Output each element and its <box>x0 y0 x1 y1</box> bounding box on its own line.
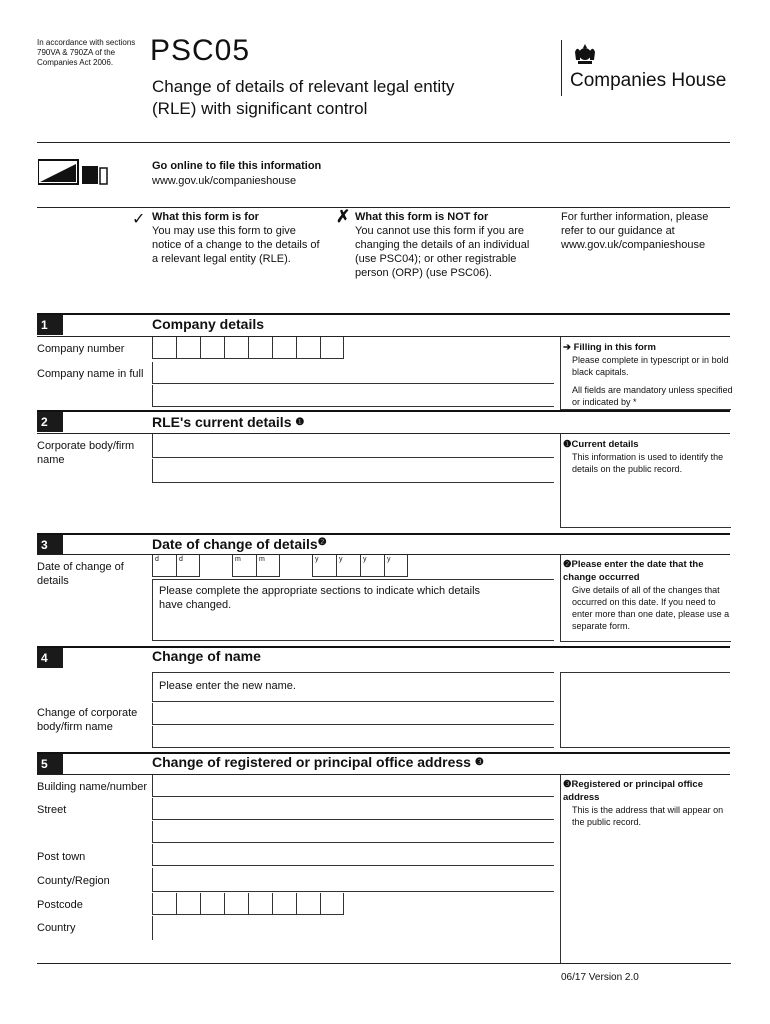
form-title-2: (RLE) with significant control <box>152 99 368 118</box>
country-label: Country <box>37 922 76 934</box>
check-icon: ✓ <box>132 211 146 228</box>
note-marker-2: ❷ <box>317 537 327 548</box>
company-number-label: Company number <box>37 343 125 355</box>
section-number-5: 5 <box>37 754 63 774</box>
date-note-text: Give details of all of the changes that occurred on this date. If you need to enter more than one date, please use a separate form. <box>572 585 730 631</box>
section-number-1: 1 <box>37 315 63 335</box>
section-number-4: 4 <box>37 648 63 668</box>
corporate-name-input-2[interactable] <box>152 459 554 483</box>
new-name-input-1[interactable] <box>152 703 554 725</box>
address-note-heading: Registered or principal office address <box>563 779 703 803</box>
for-text: You may use this form to give notice of a change to the details of a relevant legal entity (RLE). <box>152 225 320 265</box>
for-heading: What this form is for <box>152 211 259 223</box>
post-town-input[interactable] <box>152 844 554 866</box>
section-title-2: RLE's current details ❶ <box>152 414 305 430</box>
street-label: Street <box>37 804 67 816</box>
new-name-input-2[interactable] <box>152 726 554 748</box>
date-y4[interactable]: y <box>384 555 408 577</box>
postcode-label: Postcode <box>37 899 83 911</box>
building-label: Building name/number <box>37 781 148 793</box>
section-number-2: 2 <box>37 412 63 432</box>
change-note-box <box>152 579 554 641</box>
date-y2[interactable]: y <box>336 555 360 577</box>
section-title-3: Date of change of details$^❷$ <box>152 536 327 552</box>
online-heading: Go online to file this information <box>152 160 322 172</box>
filling-heading: Filling in this form <box>573 342 656 353</box>
new-name-note-box <box>152 672 554 702</box>
legal-note: In accordance with sections 790VA & 790ZA of the Companies Act 2006. <box>37 38 136 67</box>
crest-icon <box>572 42 598 71</box>
note-marker-3: ❸ <box>474 757 484 768</box>
postcode-input[interactable] <box>152 893 344 915</box>
company-name-input-1[interactable] <box>152 362 554 384</box>
street-input-2[interactable] <box>152 821 554 843</box>
company-number-input[interactable] <box>152 337 344 359</box>
date-input[interactable] <box>152 555 408 577</box>
address-note-text: This is the address that will appear on the public record. <box>572 805 724 827</box>
date-m2[interactable]: m <box>256 555 280 577</box>
company-name-input-2[interactable] <box>152 385 554 407</box>
date-note: ❷Please enter the date that the change occurred Give details of all of the changes that occurred on this date. If you need to enter more than one date, please use a separate form. <box>563 558 733 632</box>
section-title-4: Change of name <box>152 648 261 664</box>
section4-side-box <box>560 672 730 748</box>
form-title-1: Change of details of relevant legal entity <box>152 77 455 96</box>
date-m1[interactable]: m <box>232 555 256 577</box>
new-name-note: Please enter the new name. <box>159 680 296 692</box>
filling-text-2: All fields are mandatory unless specified or indicated by * <box>572 385 733 407</box>
company-name-label: Company name in full <box>37 368 144 380</box>
change-note: Please complete the appropriate sections to indicate which details have changed. <box>159 585 481 611</box>
not-for-text: You cannot use this form if you are changing the details of an individual (use PSC04); or other registrable person (ORP) (use PSC06). <box>355 225 530 279</box>
note-marker-1: ❶ <box>295 417 305 428</box>
cross-icon: ✗ <box>336 207 351 226</box>
corporate-name-input-1[interactable] <box>152 434 554 458</box>
filling-form-note: ➔ Filling in this form Please complete in typescript or in bold black capitals. All fields are mandatory unless specified or indicated by * <box>563 342 733 407</box>
section-title-5: Change of registered or principal office address ❸ <box>152 754 484 770</box>
section-title-1: Company details <box>152 316 265 332</box>
building-input[interactable] <box>152 775 554 797</box>
current-details-note: ❶Current details This information is used to identify the details on the public record. <box>563 438 733 475</box>
further-info: For further information, please refer to our guidance at www.gov.uk/companieshouse <box>561 211 709 251</box>
version-footer: 06/17 Version 2.0 <box>561 972 639 983</box>
date-d1[interactable]: d <box>152 555 176 577</box>
date-note-heading: Please enter the date that the change occurred <box>563 559 704 583</box>
street-input-1[interactable] <box>152 798 554 820</box>
date-label: Date of change of details <box>37 561 124 587</box>
brand-name: Companies House <box>570 70 727 91</box>
current-details-text: This information is used to identify the details on the public record. <box>572 452 724 474</box>
date-y3[interactable]: y <box>360 555 384 577</box>
current-details-heading: Current details <box>571 439 639 450</box>
post-town-label: Post town <box>37 851 86 863</box>
form-code: PSC05 <box>150 34 251 67</box>
county-label: County/Region <box>37 875 110 887</box>
not-for-heading: What this form is NOT for <box>355 211 489 223</box>
country-input[interactable] <box>152 916 554 940</box>
county-input[interactable] <box>152 868 554 892</box>
corporate-name-label: Corporate body/firm name <box>37 440 135 466</box>
filling-text-1: Please complete in typescript or in bold black capitals. <box>572 355 729 377</box>
online-url[interactable]: www.gov.uk/companieshouse <box>152 175 297 187</box>
new-name-label: Change of corporate body/firm name <box>37 707 138 733</box>
date-y1[interactable]: y <box>312 555 336 577</box>
device-icon <box>38 158 108 191</box>
date-d2[interactable]: d <box>176 555 200 577</box>
section-number-3: 3 <box>37 535 63 555</box>
address-note: ❸Registered or principal office address This is the address that will appear on the public record. <box>563 778 733 828</box>
